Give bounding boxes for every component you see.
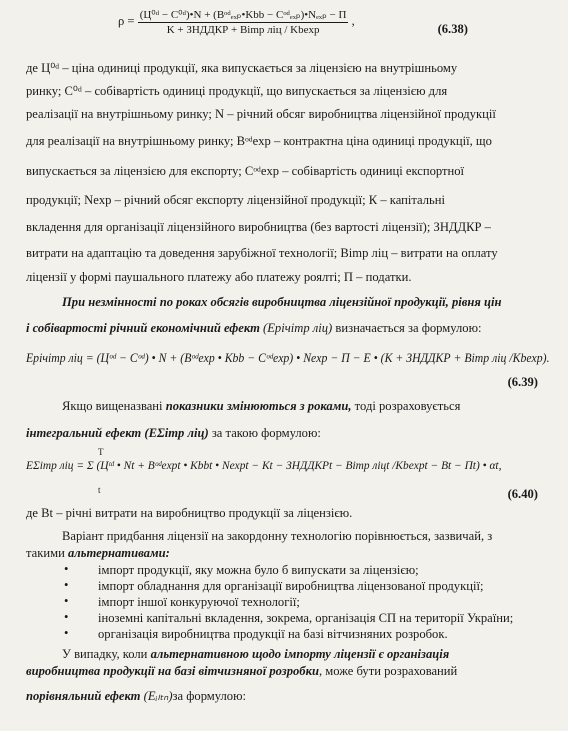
formula-fraction <box>138 8 349 36</box>
bold-text: інтегральний ефект <box>26 426 142 440</box>
plain-text: визначається за формулою: <box>335 321 482 335</box>
paragraph-variant-line2 <box>26 545 546 561</box>
bold-text: альтернативами: <box>67 546 170 560</box>
plain-text: тоді розраховується <box>354 399 461 413</box>
text-line: витрати на адаптацію та доведення зарубіжної технології; Bimp ліц – витрати на оплату <box>26 246 498 260</box>
formula-numerator: (Ц⁰ᵈ − С⁰ᵈ)•N + (Bᵒᵈₑₓₚ•Kbb − Cᵒᵈₑₓₚ)•Nₑₓₚ − П <box>139 9 347 21</box>
list-item: організація виробництва продукції на базі вітчизняних розробок. <box>98 627 448 641</box>
bullet-icon: • <box>64 578 69 592</box>
bold-text: показники змінюються з роками, <box>165 399 352 413</box>
bullet-icon: • <box>64 594 69 608</box>
text-line: для реалізації на внутрішньому ринку; Bᵒᵈexp – контрактна ціна одиниці продукції, що <box>26 134 492 148</box>
sum-lower-limit: t <box>98 485 101 495</box>
effect-symbol: (Eᵢₗₜₙ) <box>143 689 173 703</box>
plain-text: Якщо вищеназвані <box>62 399 163 413</box>
paragraph-variable-line1 <box>62 398 546 414</box>
text-line: продукції; Nexp – річний обсяг експорту ліцензійної продукції; К – капітальні <box>26 193 446 207</box>
bullet-icon: • <box>64 562 69 576</box>
equation-number: (6.38) <box>437 22 468 36</box>
bold-text: порівняльний ефект <box>26 689 141 703</box>
equation-number: (6.39) <box>507 375 538 389</box>
formula-trail: , <box>351 13 355 28</box>
formula-6-38 <box>118 8 355 36</box>
paragraph-variant-line1: Варіант придбання ліцензії на закордонну технологію порівнюється, зазвичай, з <box>62 529 493 543</box>
list-item: іноземні капітальні вкладення, зокрема, організація СП на території України; <box>98 611 514 625</box>
bullet-icon: • <box>64 626 69 640</box>
bold-text: виробництва продукції на базі вітчизняної розробки <box>26 664 319 678</box>
plain-text: за такою формулою: <box>211 426 321 440</box>
text-line: де Bt – річні витрати на виробництво продукції за ліцензією. <box>26 506 353 520</box>
text-line: ліцензії у формі паушального платежу або платежу роялті; П – податки. <box>26 270 412 284</box>
text-line: вкладення для організації ліцензійного виробництва (без вартості ліцензії); ЗНДДКР – <box>26 220 491 234</box>
plain-text: за формулою: <box>172 689 247 703</box>
paragraph-variable-line2 <box>26 425 546 441</box>
bold-text: і собівартості річний економічний ефект <box>26 321 260 335</box>
sum-upper-limit: T <box>98 447 104 457</box>
text-line: випускається за ліцензією для експорту; Cᵒᵈexp – собівартість одиниці експортної <box>26 164 465 178</box>
plain-text: , може бути розрахований <box>318 664 458 678</box>
list-item: імпорт обладнання для організації виробництва ліцензованої продукції; <box>98 579 484 593</box>
plain-text: такими <box>26 546 65 560</box>
paragraph-constant-line1: При незмінності по роках обсягів виробництва ліцензійної продукції, рівня цін <box>62 295 502 309</box>
effect-symbol: (EΣimp ліц) <box>144 426 209 440</box>
paragraph-alternative-line2 <box>26 663 546 679</box>
text-line: реалізації на внутрішньому ринку; N – річний обсяг виробництва ліцензійної продукції <box>26 107 496 121</box>
list-item: імпорт іншої конкуруючої технології; <box>98 595 300 609</box>
paragraph-alternative-line1 <box>62 646 546 662</box>
formula-6-39: Eрічimp ліц = (Цᵒᵈ − Сᵒᵈ) • N + (Bᵒᵈexp • Kbb − Cᵒᵈexp) • Nexp − П − E • (K + ЗНДДКР + Bimp ліц /Kbexp). <box>26 351 550 365</box>
text-line: ринку; С⁰ᵈ – собівартість одиниці продукції, що випускається за ліцензією для <box>26 84 448 98</box>
list-item: імпорт продукції, яку можна було б випускати за ліцензією; <box>98 563 419 577</box>
bullet-icon: • <box>64 610 69 624</box>
formula-lhs: ρ = <box>118 13 135 28</box>
plain-text: У випадку, коли <box>62 647 148 661</box>
paragraph-constant-line2 <box>26 320 546 336</box>
equation-number: (6.40) <box>507 487 538 501</box>
paragraph-alternative-line3 <box>26 688 546 704</box>
formula-denominator: K + ЗНДДКР + Bimp ліц / Kbexp <box>166 24 320 36</box>
bold-text: альтернативною щодо імпорту ліцензії є організація <box>150 647 450 661</box>
formula-body: EΣimp ліц = Σ (Цᵗᵈ • Nt + Bᵒᵈexpt • Kbbt • Nexpt − Kt − ЗНДДКРt − Bimp ліцt /Kbexpt − Bt − Пt) • αt, <box>26 460 502 472</box>
text-line: де Ц⁰ᵈ – ціна одиниці продукції, яка випускається за ліцензією на внутрішньому <box>26 61 458 75</box>
effect-symbol: (Eрічimp ліц) <box>263 321 333 335</box>
